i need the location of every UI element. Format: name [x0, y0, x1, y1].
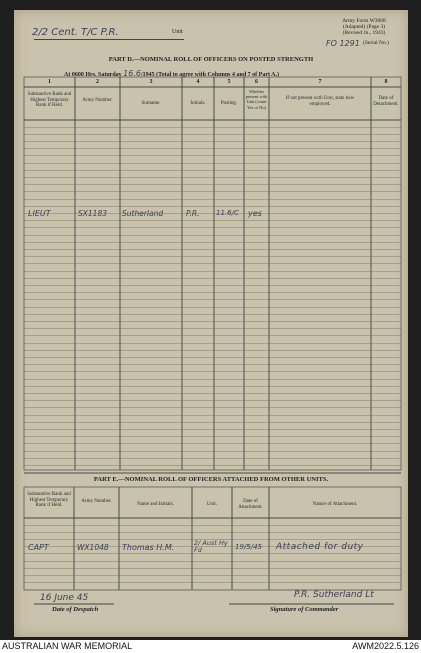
entry-rank: LIEUT — [28, 209, 51, 218]
form-page — [14, 10, 408, 637]
entry-surname: Sutherland — [122, 209, 164, 218]
form-title: Army Form W3008 — [342, 18, 386, 24]
part-e-title: PART E.—NOMINAL ROLL OF OFFICERS ATTACHED FROM OTHER UNITS. — [93, 476, 329, 483]
col-header-posting: Posting. — [220, 101, 238, 106]
date-handwritten: 16.6 — [123, 69, 141, 78]
e-entry-nature: Attached for duty — [276, 542, 364, 552]
e-header-army-number: Army Number. — [81, 499, 112, 504]
e-entry-army-number: WX1048 — [77, 543, 109, 552]
e-header-unit: Unit. — [206, 502, 218, 507]
unit-label: Unit — [172, 29, 183, 35]
col-num-1: 1 — [48, 79, 51, 85]
col-num-2: 2 — [96, 79, 99, 85]
commander-signature: P.R. Sutherland Lt — [294, 590, 374, 600]
signature-label: Signature of Commander — [270, 606, 339, 613]
e-header-name: Name and Initials. — [137, 502, 174, 507]
col-num-4: 4 — [196, 79, 200, 85]
col-num-3: 3 — [149, 79, 153, 85]
entry-initials: P.R. — [186, 209, 200, 218]
e-header-rank: Substantive Rank and Highest Temporary Rank if Held. — [27, 492, 71, 508]
caption-right: AWM2022.5.126 — [352, 641, 419, 651]
form-subtitle-2: (Revised Jn., 1943) — [342, 30, 386, 36]
serial-label: (Serial No.) — [363, 40, 389, 46]
col-num-6: 6 — [255, 79, 258, 85]
subtitle-prefix: At 0600 Hrs. Saturday — [64, 72, 122, 78]
serial-handwritten: FO 1291 — [326, 39, 360, 48]
subtitle-year: /1945 — [140, 72, 155, 78]
entry-army-number: SX1183 — [78, 209, 107, 218]
col-num-8: 8 — [384, 79, 388, 85]
col-header-detachment: Date of Detachment. — [373, 96, 399, 107]
entry-posting: 11.6/C — [216, 209, 239, 217]
e-entry-unit: 2/ Aust Hy Fd — [194, 539, 228, 554]
col-header-present: Whether present with Unit (count Yes or No) — [245, 89, 268, 110]
entry-present: yes — [248, 209, 262, 218]
col-header-surname: Surname. — [141, 101, 161, 106]
col-num-5: 5 — [227, 79, 231, 85]
e-entry-rank: CAPT — [28, 543, 49, 552]
despatch-date-handwritten: 16 June 45 — [40, 593, 89, 603]
col-header-initials: Initials. — [190, 101, 206, 106]
col-header-rank: Substantive Rank and Highest Temporary Rank if Held. — [27, 92, 72, 108]
e-entry-name: Thomas H.M. — [122, 543, 175, 552]
subtitle-suffix: (Total to agree with Columns 4 and 7 of Part A.) — [156, 72, 279, 78]
unit-handwritten: 2/2 Cent. T/C P.R. — [32, 27, 119, 38]
e-header-nature: Nature of Attachment. — [312, 502, 358, 507]
e-header-date: Date of Attachment. — [238, 499, 263, 510]
form-subtitle-1: (Adapted) (Page 3) — [342, 24, 386, 30]
part-d-title: PART D.—NOMINAL ROLL OF OFFICERS ON POSTED STRENGTH — [108, 56, 314, 63]
col-header-employed: If not present with Unit, state how employed. — [285, 96, 355, 107]
e-entry-date: 19/5/45 — [235, 543, 262, 551]
caption-left: AUSTRALIAN WAR MEMORIAL — [2, 641, 133, 651]
caption-bar — [0, 640, 421, 653]
despatch-label: Date of Despatch — [52, 606, 99, 613]
col-num-7: 7 — [318, 79, 322, 85]
col-header-army-number: Army Number. — [82, 98, 113, 103]
